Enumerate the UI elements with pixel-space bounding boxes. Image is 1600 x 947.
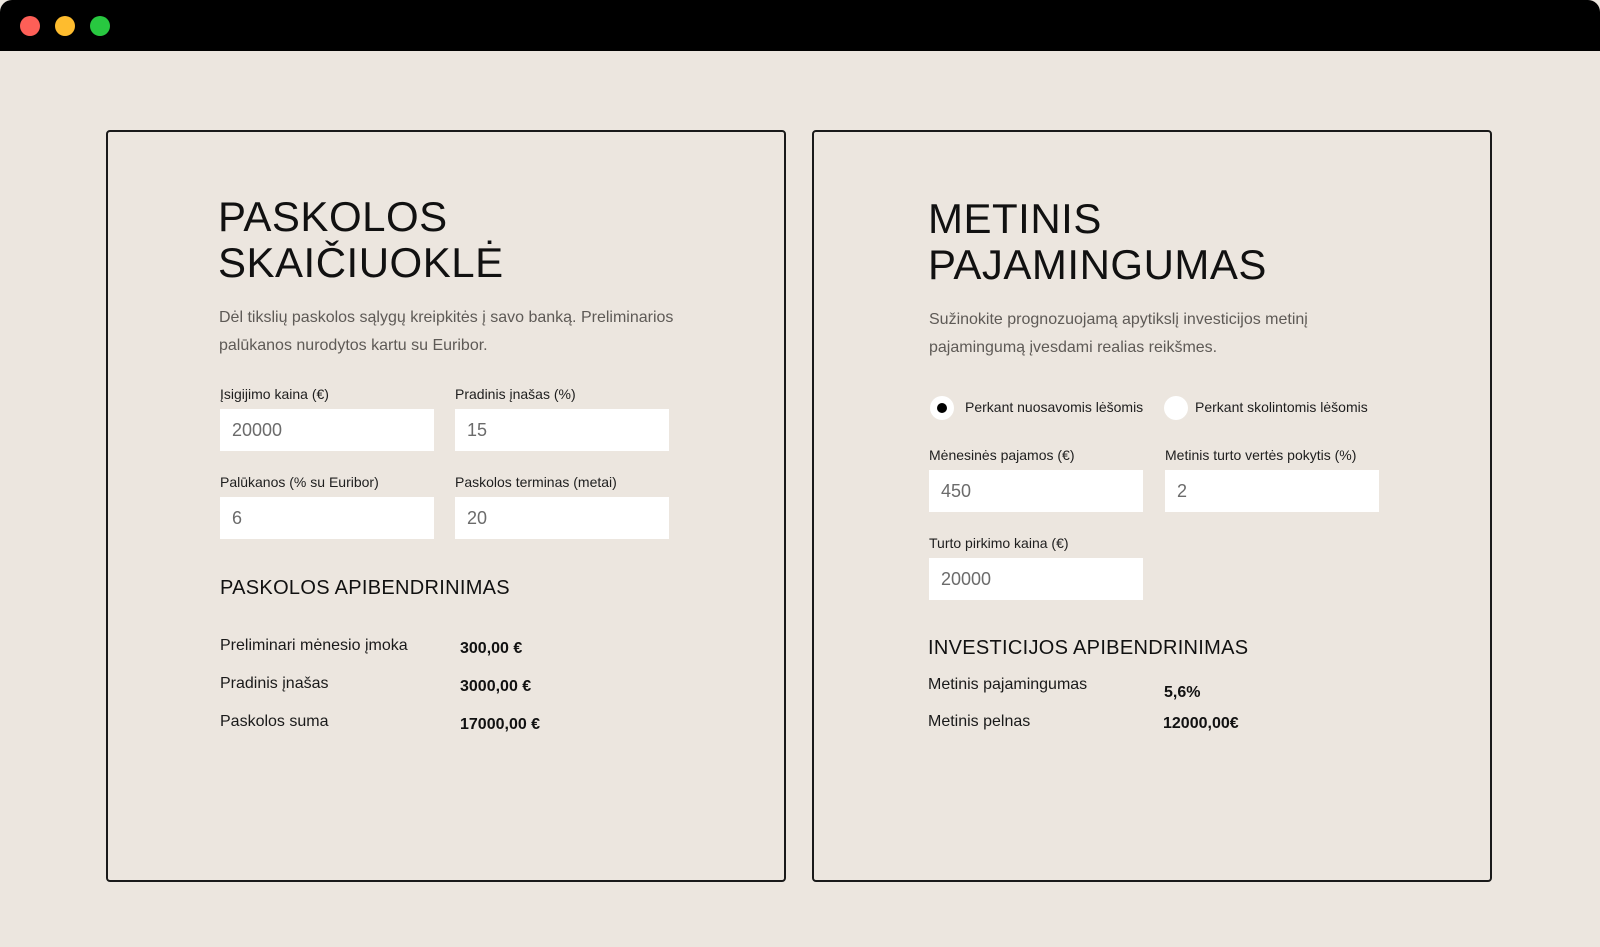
close-window-button[interactable] [20,16,40,36]
loan-term-label: Paskolos terminas (metai) [455,474,617,490]
value-change-label: Metinis turto vertės pokytis (%) [1165,447,1357,463]
investment-summary-title: INVESTICIJOS APIBENDRINIMAS [928,637,1249,659]
property-price-label: Turto pirkimo kaina (€) [929,535,1069,551]
down-payment-label: Pradinis įnašas (%) [455,386,576,402]
yield-description [929,306,1449,362]
loan-description-line1: Dėl tikslių paskolos sąlygų kreipkitės į savo banką. Preliminarios [219,309,674,326]
monthly-payment-value: 300,00 € [460,640,523,657]
monthly-payment-label: Preliminari mėnesio įmoka [220,637,408,654]
yield-description-line1: Sužinokite prognozuojamą apytikslį investicijos metinį [929,311,1308,328]
annual-yield-panel [812,130,1492,882]
monthly-income-label: Mėnesinės pajamos (€) [929,447,1075,463]
own-funds-radio-label[interactable]: Perkant nuosavomis lėšomis [965,399,1144,415]
loan-calculator-panel [106,130,786,882]
yield-title-line2: PAJAMINGUMAS [928,241,1267,288]
loan-description [219,304,739,360]
loan-description-line2: palūkanos nurodytos kartu su Euribor. [219,337,488,354]
borrowed-funds-radio-label[interactable]: Perkant skolintomis lėšomis [1195,399,1368,415]
minimize-window-button[interactable] [55,16,75,36]
value-change-input[interactable] [1165,470,1379,512]
yield-description-line2: pajamingumą įvesdami realias reikšmes. [929,339,1218,356]
annual-profit-label: Metinis pelnas [928,713,1031,730]
window-titlebar [0,0,1600,51]
purchase-price-input[interactable] [220,409,434,451]
down-payment-summary-label: Pradinis įnašas [220,675,329,692]
property-price-input[interactable] [929,558,1143,600]
loan-term-input[interactable] [455,497,669,539]
annual-yield-label: Metinis pajamingumas [928,676,1088,693]
loan-amount-value: 17000,00 € [460,716,541,733]
monthly-income-input[interactable] [929,470,1143,512]
loan-title-line2: SKAIČIUOKLĖ [218,239,504,286]
annual-profit-value: 12000,00€ [1163,715,1239,732]
loan-calculator-title [218,194,504,286]
yield-title-line1: METINIS [928,195,1102,242]
annual-yield-title [928,196,1267,288]
interest-label: Palūkanos (% su Euribor) [220,474,379,490]
down-payment-summary-value: 3000,00 € [460,678,532,695]
loan-summary-title: PASKOLOS APIBENDRINIMAS [220,577,510,599]
maximize-window-button[interactable] [90,16,110,36]
purchase-price-label: Įsigijimo kaina (€) [220,386,329,402]
borrowed-funds-radio[interactable] [1164,396,1188,420]
own-funds-radio[interactable] [930,396,954,420]
interest-input[interactable] [220,497,434,539]
annual-yield-value: 5,6% [1164,684,1201,701]
down-payment-input[interactable] [455,409,669,451]
loan-amount-label: Paskolos suma [220,713,329,730]
loan-title-line1: PASKOLOS [218,193,448,240]
